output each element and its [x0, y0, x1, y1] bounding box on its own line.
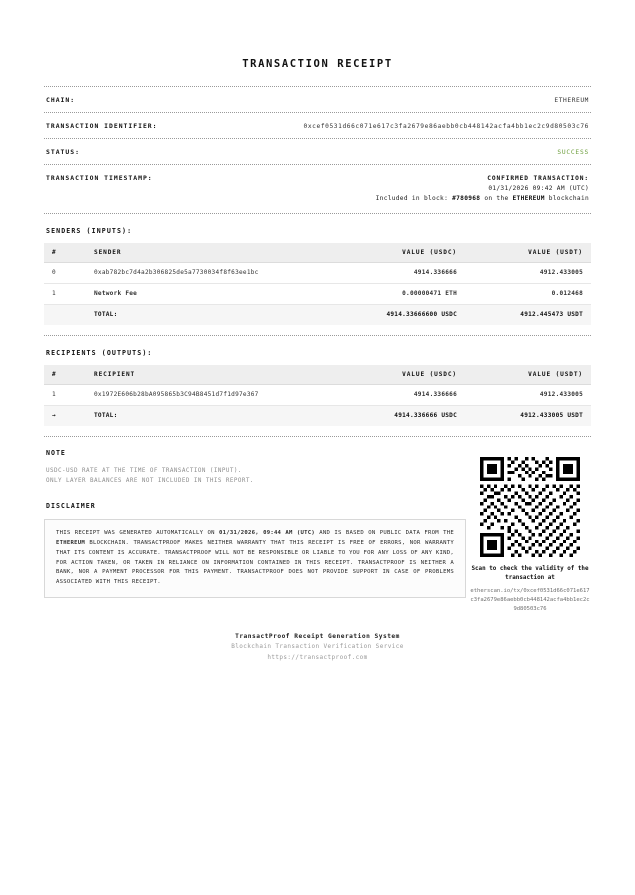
recipients-col-usdc: VALUE (USDC)	[339, 365, 465, 385]
recipients-col-usdt: VALUE (USDT)	[465, 365, 591, 385]
divider	[44, 213, 591, 214]
txid-value: 0xcef0531d66c071e617c3fa2679e86aebb0cb448142acfa4bb1ec2c9d80503c76	[303, 123, 589, 130]
status-label: STATUS:	[46, 148, 80, 156]
included-in-block	[376, 194, 589, 204]
fee-index: 1	[44, 283, 86, 304]
senders-total-usdc: 4914.33666600 USDC	[386, 311, 457, 319]
qr-url: etherscan.io/tx/0xcef0531d66c071e617c3fa2679e86aebb0cb448142acfa4bb1ec2c9d80503c76	[470, 588, 590, 612]
chain-label: CHAIN:	[46, 96, 76, 104]
chain-row	[44, 87, 591, 112]
senders-col-usdt: VALUE (USDT)	[465, 243, 591, 263]
table-row	[44, 283, 591, 304]
chain-value: ETHEREUM	[554, 97, 589, 104]
included-mid: on the	[480, 195, 513, 203]
disclaimer-box	[44, 519, 466, 598]
recipients-total-usdt: 4912.433005 USDT	[520, 412, 583, 420]
table-row	[44, 384, 591, 405]
fee-usdt: 0.012468	[465, 283, 591, 304]
recipients-col-recipient: RECIPIENT	[86, 365, 339, 385]
senders-col-index: #	[44, 243, 86, 263]
sender-index: 0	[44, 262, 86, 283]
table-total-row	[44, 405, 591, 426]
senders-table	[44, 243, 591, 325]
table-header-row	[44, 243, 591, 263]
senders-col-usdc: VALUE (USDC)	[339, 243, 465, 263]
included-prefix: Included in block:	[375, 195, 453, 203]
timestamp-label: TRANSACTION TIMESTAMP:	[46, 174, 153, 182]
block-number: #780968	[452, 195, 481, 203]
senders-col-sender: SENDER	[86, 243, 339, 263]
timestamp-value-block	[376, 174, 589, 205]
recipients-col-index: #	[44, 365, 86, 385]
status-row	[44, 139, 591, 164]
recipient-usdc: 4914.336666	[339, 384, 465, 405]
divider	[44, 436, 591, 437]
senders-total-usdt: 4912.445473 USDT	[520, 311, 583, 319]
fee-usdc: 0.00000471 ETH	[339, 283, 465, 304]
footer-system-name: TransactProof Receipt Generation System	[235, 632, 400, 640]
status-badge: SUCCESS	[557, 149, 589, 156]
confirmed-heading: CONFIRMED TRANSACTION:	[487, 175, 589, 182]
sender-address: 0xab782bc7d4a2b306825de5a7730034f8f63ee1bc	[86, 262, 339, 283]
txid-row	[44, 113, 591, 138]
note-line-2: ONLY LAYER BALANCES ARE NOT INCLUDED IN THIS REPORT.	[46, 478, 254, 485]
note-body	[46, 466, 466, 487]
recipients-total-arrow: →	[52, 412, 56, 420]
recipients-total-usdc: 4914.336666 USDC	[394, 412, 457, 420]
sender-usdc: 4914.336666	[339, 262, 465, 283]
qr-code-icon[interactable]	[480, 457, 580, 557]
disclaimer-chain: ETHEREUM	[56, 540, 85, 547]
page-title: TRANSACTION RECEIPT	[242, 58, 393, 70]
disclaimer-text-after: BLOCKCHAIN. TRANSACTPROOF MAKES NEITHER WARRANTY THAT THIS RECEIPT IS FREE OF ERRORS, NOR WARRANTY THAT ITS CONTENT IS ACCURATE. TRANSACTPROOF WILL NOT BE RESPONSIBLE OR LIABLE TO YOU FOR ANY LOSS OF ANY KIND, FOR ACTION TAKEN, OR TAKEN IN RELIANCE ON INFORMATION CONTAINED IN THIS RECEIPT. TRANSACTPROOF IS NEITHER A BANK, NOR A PAYMENT PROCESSOR FOR THIS PAYMENT. TRANSACTPROOF DOES NOT PROVIDE SUPPORT IN CASE OF PROBLEMS ASSOCIATED WITH THIS RECEIPT.	[56, 540, 454, 586]
recipient-index: 1	[44, 384, 86, 405]
confirmed-date: 01/31/2026 09:42 AM (UTC)	[488, 185, 589, 193]
qr-column	[469, 443, 591, 614]
sender-usdt: 4912.433005	[465, 262, 591, 283]
included-suffix: blockchain	[544, 195, 589, 203]
recipients-title: RECIPIENTS (OUTPUTS):	[46, 348, 153, 357]
recipients-table	[44, 365, 591, 426]
table-row	[44, 262, 591, 283]
recipient-usdt: 4912.433005	[465, 384, 591, 405]
senders-title: SENDERS (INPUTS):	[46, 226, 133, 235]
fee-label: Network Fee	[86, 283, 339, 304]
timestamp-row	[44, 165, 591, 213]
footer-url: https://transactproof.com	[267, 653, 368, 661]
note-line-1: USDC-USD RATE AT THE TIME OF TRANSACTION (INPUT).	[46, 467, 242, 474]
included-chain: ETHEREUM	[512, 195, 545, 203]
footer-service-name: Blockchain Transaction Verification Service	[231, 643, 404, 651]
txid-label: TRANSACTION IDENTIFIER:	[46, 122, 158, 130]
divider	[44, 335, 591, 336]
table-total-row	[44, 304, 591, 325]
senders-total-label: TOTAL:	[94, 311, 118, 319]
disclaimer-text-mid: AND IS BASED ON PUBLIC DATA FROM THE	[315, 530, 454, 537]
qr-caption: Scan to check the validity of the transaction at	[471, 565, 589, 582]
note-title: NOTE	[46, 448, 66, 457]
recipients-total-label: TOTAL:	[94, 412, 118, 420]
footer	[44, 632, 591, 664]
note-left-column	[44, 443, 466, 614]
table-header-row	[44, 365, 591, 385]
recipient-address: 0x1972E606b28bA095865b3C94B8451d7f1d97e367	[86, 384, 339, 405]
disclaimer-text-before: THIS RECEIPT WAS GENERATED AUTOMATICALLY ON	[56, 530, 220, 537]
senders-total-index	[44, 304, 86, 325]
disclaimer-title: DISCLAIMER	[46, 502, 96, 511]
disclaimer-date: 01/31/2026, 09:44 AM (UTC)	[219, 530, 316, 537]
note-disclaimer-section	[44, 443, 591, 614]
